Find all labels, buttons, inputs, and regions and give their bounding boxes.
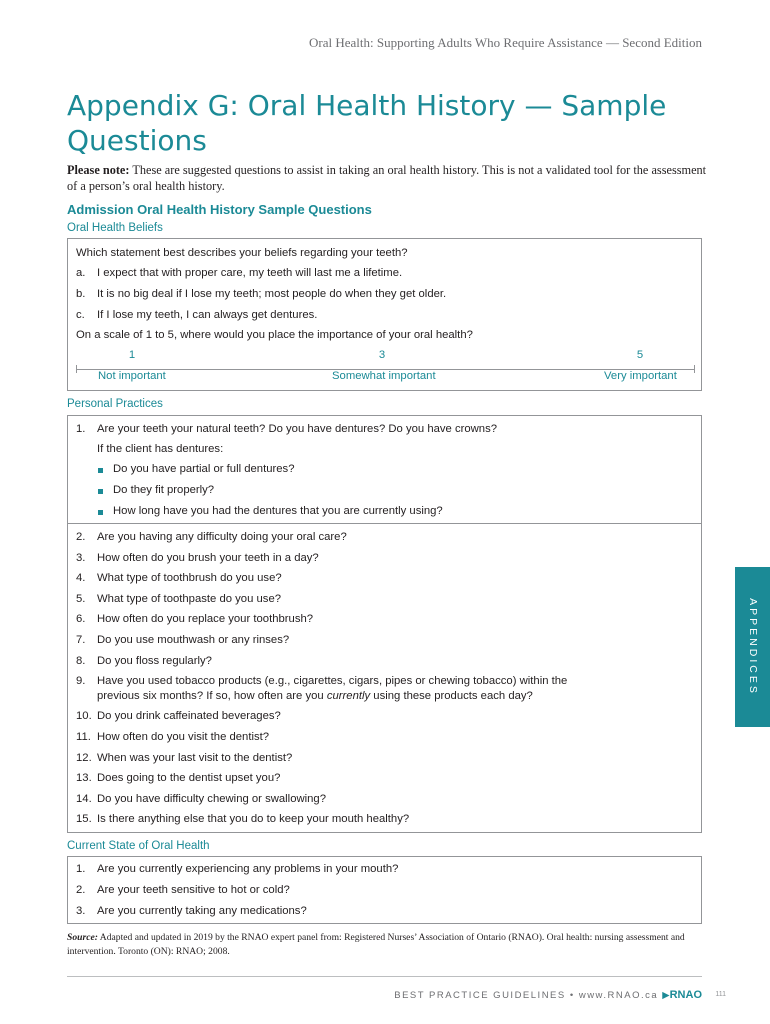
scale-num-low: 1 — [128, 349, 136, 361]
square-bullet-icon — [98, 510, 103, 515]
option-letter: a. — [76, 267, 86, 279]
row-divider — [68, 523, 701, 524]
footer-rule — [67, 976, 702, 977]
scale-num-mid: 3 — [378, 349, 386, 361]
option-text: If I lose my teeth, I can always get dentures. — [97, 309, 318, 321]
practices-box: 1. Are your teeth your natural teeth? Do you have dentures? Do you have crowns? If the client has dentures: Do you have partial or full dentures? Do they fit properly? How long have you had the dentures that you are currently using? 2. Are you having any difficulty doing your oral care? 3. How often do you brush your teeth in a day? 4. What type of toothbrush do you use? 5. What type of toothpaste do you use? 6. How often do you replace your toothbrush? 7. Do you use mouthwash or any rinses? 8. Do you floss regularly? 9. Have you used tobacco products (e.g., cigarettes, cigars, pipes or chewing tobacco) within the previous six months? If so, how often are you currently using these products each day? 10. Do you drink caffeinated beverages? 11. How often do you visit the dentist? 12. When was your last visit to the dentist? 13. Does going to the dentist upset you? 14. Do you have difficulty chewing or swallowing? 15. Is there anything else that you do to keep your mouth healthy? — [67, 415, 702, 833]
scale-label-low: Not important — [98, 370, 166, 382]
scale-tick — [694, 365, 695, 373]
page-number: 111 — [715, 991, 726, 998]
side-tab-label: APPENDICES — [746, 598, 759, 696]
source-citation: Source: Adapted and updated in 2019 by the RNAO expert panel from: Registered Nurses’ Association of Ontario (RNAO). Oral health: nursing assessment and intervention. Toronto (ON): RNAO; 2008. — [67, 932, 685, 957]
footer-text: BEST PRACTICE GUIDELINES • www.RNAO.ca — [394, 990, 659, 1001]
square-bullet-icon — [98, 489, 103, 494]
running-head: Oral Health: Supporting Adults Who Require Assistance — Second Edition — [309, 35, 702, 50]
section-heading: Admission Oral Health History Sample Questions — [67, 202, 372, 217]
scale-tick — [76, 365, 77, 373]
beliefs-label: Oral Health Beliefs — [67, 222, 163, 234]
square-bullet-icon — [98, 468, 103, 473]
scale-num-high: 5 — [636, 349, 644, 361]
scale-label-high: Very important — [604, 370, 677, 382]
appendices-side-tab — [735, 567, 770, 727]
current-state-box: 1. Are you currently experiencing any problems in your mouth? 2. Are your teeth sensitive to hot or cold? 3. Are you currently taking any medications? — [67, 856, 702, 924]
current-state-label: Current State of Oral Health — [67, 840, 210, 852]
option-letter: b. — [76, 288, 86, 300]
beliefs-box — [67, 238, 702, 391]
note-label: Please note: — [67, 163, 130, 177]
practice-question-9-cont: previous six months? If so, how often are you currently using these products each day? — [97, 690, 533, 702]
option-text: It is no big deal if I lose my teeth; most people do when they get older. — [97, 288, 447, 300]
footer — [394, 989, 702, 1001]
please-note — [67, 162, 707, 194]
scale-question: On a scale of 1 to 5, where would you place the importance of your oral health? — [76, 329, 473, 341]
dentures-intro: If the client has dentures: — [97, 443, 224, 455]
scale-label-mid: Somewhat important — [332, 370, 436, 382]
rnao-logo: RNAO — [669, 989, 702, 1001]
question-text: Are your teeth your natural teeth? Do you have dentures? Do you have crowns? — [97, 423, 498, 435]
practices-label: Personal Practices — [67, 398, 163, 410]
rnao-arrow-icon: ▶ — [662, 990, 670, 1001]
page-title: Appendix G: Oral Health History — Sample Questions — [67, 89, 667, 157]
question-number: 1. — [76, 423, 86, 435]
note-text: These are suggested questions to assist in taking an oral health history. This is not a validated tool for the assessment of a person’s oral health history. — [67, 163, 707, 193]
option-text: I expect that with proper care, my teeth will last me a lifetime. — [97, 267, 403, 279]
beliefs-question: Which statement best describes your beliefs regarding your teeth? — [76, 247, 408, 259]
option-letter: c. — [76, 309, 85, 321]
